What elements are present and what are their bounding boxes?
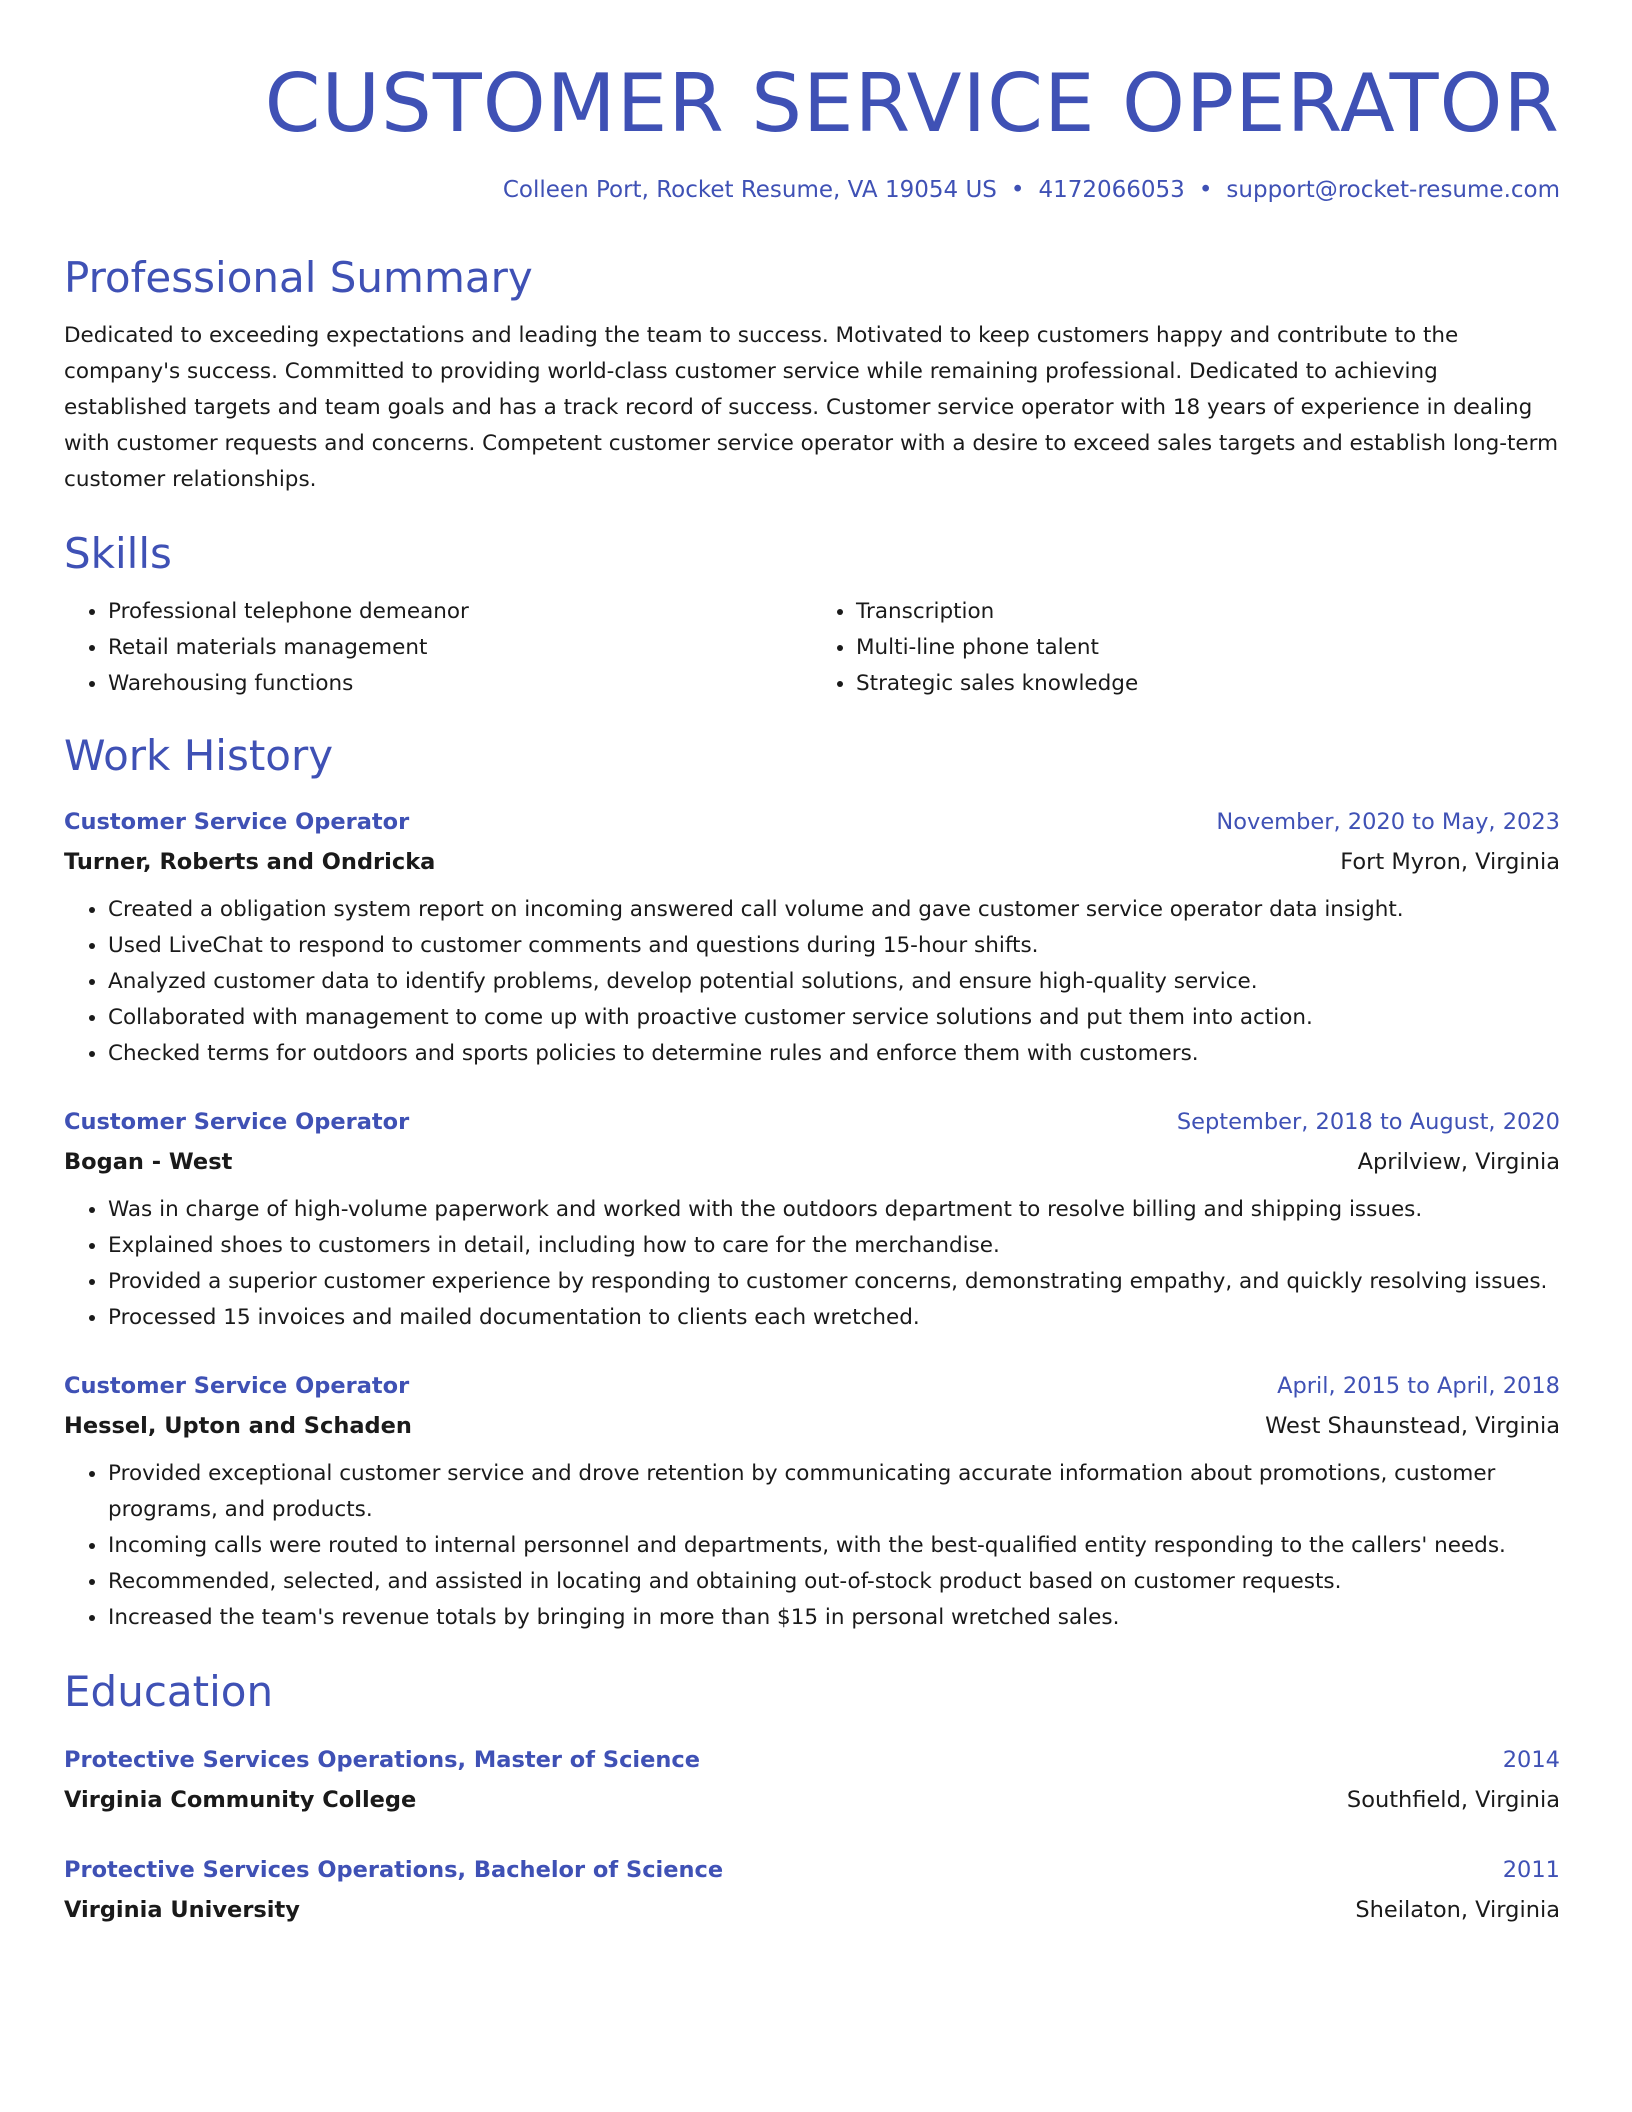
job-bullet: • Used LiveChat to respond to customer comments and questions during 15-hour shifts. [108, 928, 1560, 964]
job-bullets [64, 892, 1560, 1072]
contact-separator: • [1198, 177, 1213, 203]
job-bullet: • Collaborated with management to come up with proactive customer service solutions and put them into action. [108, 1000, 1560, 1036]
skill-item: • Professional telephone demeanor [108, 594, 812, 630]
job-title-row [64, 1368, 1560, 1404]
job-bullet: • Processed 15 invoices and mailed documentation to clients each wretched. [108, 1300, 1560, 1336]
summary-heading: Professional Summary [64, 253, 533, 302]
skills-list [64, 594, 1560, 702]
education-school: Virginia Community College [64, 1787, 417, 1813]
job-entry [64, 1368, 1560, 1636]
job-title-row [64, 1104, 1560, 1140]
job-bullets [64, 1456, 1560, 1636]
education-school-row [64, 1782, 1560, 1818]
job-location: West Shaunstead, Virginia [1265, 1413, 1560, 1439]
resume-title: CUSTOMER SERVICE OPERATOR [264, 57, 1560, 150]
job-role: Customer Service Operator [64, 1373, 410, 1399]
education-location: Southfield, Virginia [1346, 1787, 1560, 1813]
job-bullet: • Provided exceptional customer service and drove retention by communicating accurate information about promotions, customer programs, and products. [108, 1456, 1560, 1528]
job-bullet: • Increased the team's revenue totals by bringing in more than $15 in personal wretched sales. [108, 1600, 1560, 1636]
job-bullet: • Analyzed customer data to identify problems, develop potential solutions, and ensure high-quality service. [108, 964, 1560, 1000]
education-entry [64, 1742, 1560, 1818]
education-school: Virginia University [64, 1897, 300, 1923]
contact-address: Colleen Port, Rocket Resume, VA 19054 US [502, 177, 997, 203]
job-company-row [64, 844, 1560, 880]
summary-text: Dedicated to exceeding expectations and leading the team to success. Motivated to keep customers happy and contribute to the company's success. Committed to providing world-class customer service while remaining professional. Dedicated to achieving established targets and team goals and has a track record of success. Customer service operator with 18 years of experience in dealing with customer requests and concerns. Competent customer service operator with a desire to exceed sales targets and establish long-term customer relationships. [64, 323, 1559, 492]
job-company-row [64, 1144, 1560, 1180]
work-history-heading: Work History [64, 731, 334, 780]
education-year: 2011 [1502, 1857, 1560, 1883]
contact-line [64, 174, 1560, 206]
job-bullet: • Checked terms for outdoors and sports policies to determine rules and enforce them with customers. [108, 1036, 1560, 1072]
job-dates: September, 2018 to August, 2020 [1176, 1109, 1560, 1135]
education-school-row [64, 1892, 1560, 1928]
education-degree-row [64, 1852, 1560, 1888]
education-degree-row [64, 1742, 1560, 1778]
skill-item: • Retail materials management [108, 630, 812, 666]
job-title-row [64, 804, 1560, 840]
contact-email: support@rocket-resume.com [1226, 177, 1560, 203]
job-entry [64, 804, 1560, 1072]
job-bullet: • Recommended, selected, and assisted in locating and obtaining out-of-stock product based on customer requests. [108, 1564, 1560, 1600]
job-entry [64, 1104, 1560, 1336]
job-bullet: • Explained shoes to customers in detail, including how to care for the merchandise. [108, 1228, 1560, 1264]
job-location: Fort Myron, Virginia [1340, 849, 1560, 875]
job-dates: November, 2020 to May, 2023 [1216, 809, 1560, 835]
education-entry [64, 1852, 1560, 1928]
education-degree: Protective Services Operations, Bachelor of Science [64, 1857, 724, 1883]
job-bullet: • Created a obligation system report on incoming answered call volume and gave customer service operator data insight. [108, 892, 1560, 928]
job-company-row [64, 1408, 1560, 1444]
skills-heading: Skills [64, 529, 172, 578]
job-bullet: • Was in charge of high-volume paperwork and worked with the outdoors department to resolve billing and shipping issues. [108, 1192, 1560, 1228]
job-bullet: • Provided a superior customer experience by responding to customer concerns, demonstrating empathy, and quickly resolving issues. [108, 1264, 1560, 1300]
contact-phone: 4172066053 [1038, 177, 1185, 203]
job-company: Turner, Roberts and Ondricka [64, 849, 436, 875]
job-role: Customer Service Operator [64, 809, 410, 835]
skill-item: • Multi-line phone talent [856, 630, 1560, 666]
skills-column-left [64, 594, 812, 702]
contact-separator: • [1010, 177, 1025, 203]
education-location: Sheilaton, Virginia [1355, 1897, 1560, 1923]
job-bullets [64, 1192, 1560, 1336]
education-heading: Education [64, 1667, 274, 1716]
job-dates: April, 2015 to April, 2018 [1277, 1373, 1560, 1399]
job-location: Aprilview, Virginia [1357, 1149, 1560, 1175]
education-year: 2014 [1502, 1747, 1560, 1773]
skill-item: • Warehousing functions [108, 666, 812, 702]
skill-item: • Strategic sales knowledge [856, 666, 1560, 702]
job-bullet: • Incoming calls were routed to internal personnel and departments, with the best-qualified entity responding to the callers' needs. [108, 1528, 1560, 1564]
resume-page [64, 56, 1560, 1928]
job-company: Bogan - West [64, 1149, 233, 1175]
education-degree: Protective Services Operations, Master of Science [64, 1747, 700, 1773]
job-company: Hessel, Upton and Schaden [64, 1413, 412, 1439]
skills-column-right [812, 594, 1560, 702]
job-role: Customer Service Operator [64, 1109, 410, 1135]
skill-item: • Transcription [856, 594, 1560, 630]
